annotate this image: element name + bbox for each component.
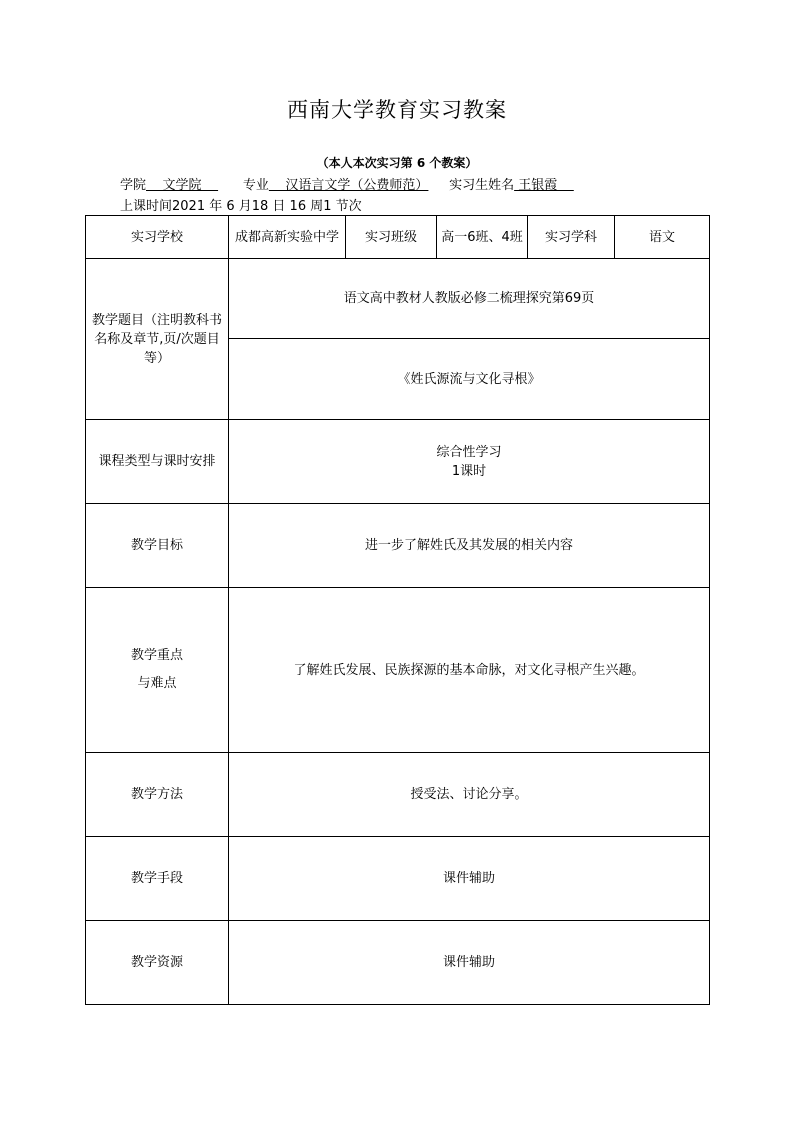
- major-label: 专业: [242, 178, 269, 193]
- course-type-label: 课程类型与课时安排: [86, 420, 229, 504]
- topic-textbook: 语文高中教材人教版必修二梳理探究第69页: [229, 259, 710, 339]
- topic-row-1: [86, 259, 710, 339]
- lesson-plan-table: [85, 215, 710, 1005]
- school-label: 实习学校: [86, 216, 229, 259]
- subject-value: 语文: [615, 216, 710, 259]
- method-value: 授受法、讨论分享。: [229, 753, 710, 837]
- means-row: [86, 837, 710, 921]
- student-info-line: [120, 174, 574, 193]
- class-label: 实习班级: [346, 216, 437, 259]
- student-name-value: 王银霞: [514, 178, 574, 193]
- school-value: 成都高新实验中学: [229, 216, 346, 259]
- key-points-value: 了解姓氏发展、民族探源的基本命脉，对文化寻根产生兴趣。: [229, 588, 710, 753]
- subject-label: 实习学科: [528, 216, 615, 259]
- class-value: 高一6班、4班: [437, 216, 528, 259]
- objective-value: 进一步了解姓氏及其发展的相关内容: [229, 504, 710, 588]
- means-label: 教学手段: [86, 837, 229, 921]
- course-type-row: [86, 420, 710, 504]
- resources-row: [86, 921, 710, 1005]
- major-value: 汉语言文学（公费师范）: [268, 178, 429, 193]
- topic-label: 教学题目（注明教科书名称及章节,页/次题目等）: [86, 259, 229, 420]
- college-value: 文学院: [146, 178, 219, 193]
- objective-label: 教学目标: [86, 504, 229, 588]
- college-label: 学院: [120, 178, 147, 193]
- header-row: [86, 216, 710, 259]
- student-name-label: 实习生姓名: [449, 178, 515, 193]
- means-value: 课件辅助: [229, 837, 710, 921]
- document-subtitle: （本人本次实习第 6 个教案）: [316, 156, 478, 170]
- course-type-value: 综合性学习 1课时: [229, 420, 710, 504]
- topic-title: 《姓氏源流与文化寻根》: [229, 339, 710, 420]
- resources-value: 课件辅助: [229, 921, 710, 1005]
- resources-label: 教学资源: [86, 921, 229, 1005]
- objective-row: [86, 504, 710, 588]
- method-row: [86, 753, 710, 837]
- class-time: 上课时间2021 年 6 月18 日 16 周1 节次: [120, 199, 362, 214]
- key-points-row: [86, 588, 710, 753]
- document-title: 西南大学教育实习教案: [287, 98, 507, 122]
- method-label: 教学方法: [86, 753, 229, 837]
- key-points-label: 教学重点 与难点: [86, 588, 229, 753]
